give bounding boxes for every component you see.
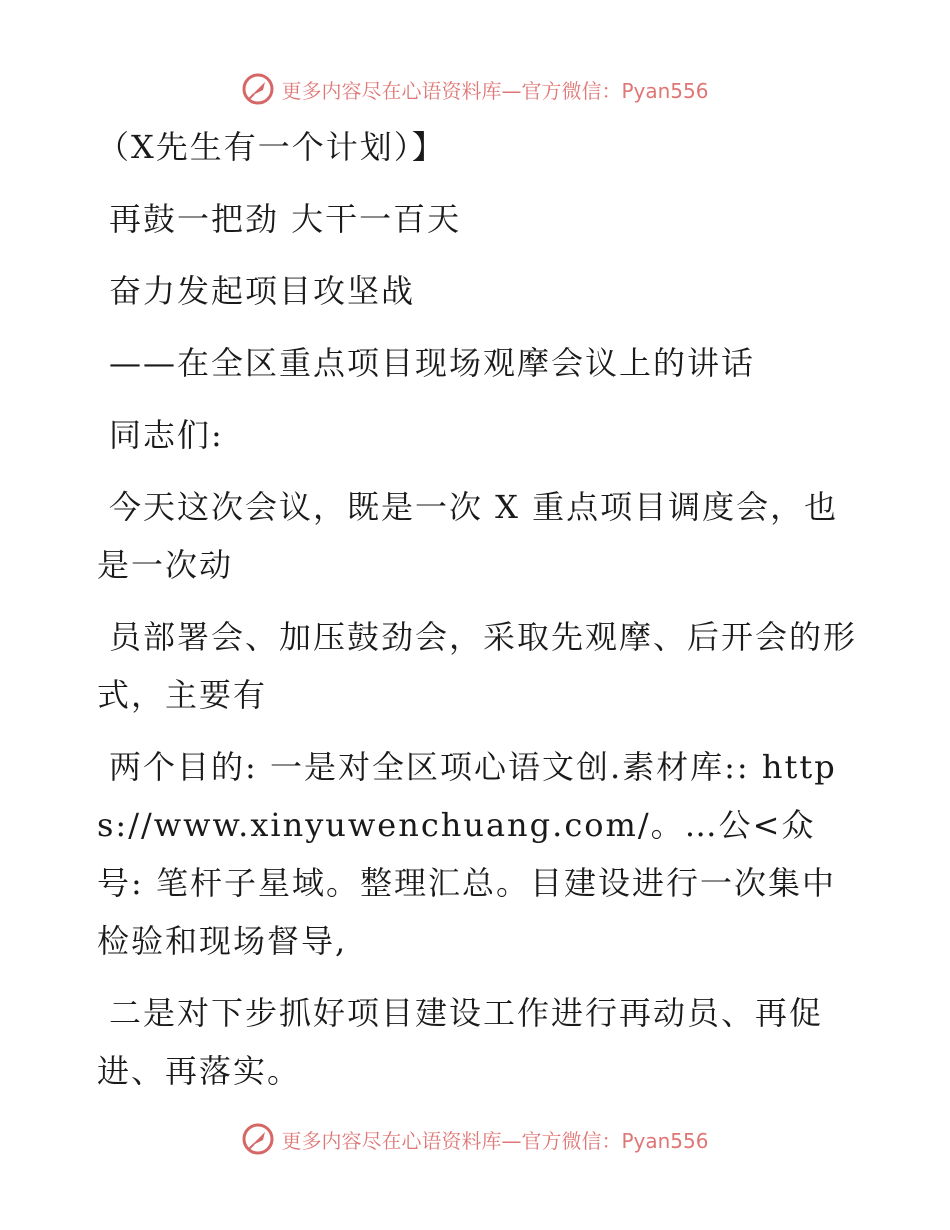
speech-title-line-1: 再鼓一把劲 大干一百天: [109, 200, 462, 238]
salutation: 同志们:: [109, 416, 224, 454]
body-paragraph-1: 今天这次会议，既是一次 X 重点项目调度会，也是一次动: [97, 488, 839, 584]
watermark-text: 更多内容尽在心语资料库—官方微信：Pyan556: [281, 1128, 709, 1153]
quill-logo-icon: [241, 72, 275, 106]
document-header-line: （X先生有一个计划）】: [97, 128, 446, 166]
watermark-header: [0, 72, 950, 106]
watermark-footer: [0, 1122, 950, 1156]
speech-subtitle: ——在全区重点项目现场观摩会议上的讲话: [109, 344, 756, 382]
speech-title-line-2: 奋力发起项目攻坚战: [109, 272, 416, 310]
body-paragraph-2: 员部署会、加压鼓劲会，采取先观摩、后开会的形式，主要有: [97, 618, 858, 714]
document-body: [97, 118, 857, 1114]
body-paragraph-4: 二是对下步抓好项目建设工作进行再动员、再促进、再落实。: [97, 994, 824, 1090]
watermark-text: 更多内容尽在心语资料库—官方微信：Pyan556: [281, 78, 709, 103]
quill-logo-icon: [241, 1122, 275, 1156]
body-paragraph-3: 两个目的: 一是对全区项心语文创.素材库:: https://www.xinyuwenchuang.com/。…公<众号: 笔杆子星域。整理汇总。目建设进行一次集中检验和现场督导,: [97, 748, 837, 960]
